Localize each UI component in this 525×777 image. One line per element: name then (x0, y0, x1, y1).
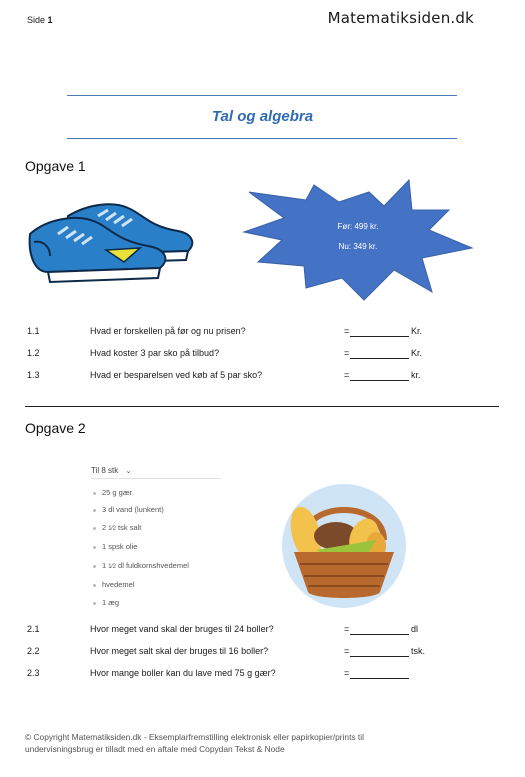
ingredient-fraction: 1⁄2 (108, 564, 116, 570)
ingredient-item (93, 488, 132, 497)
answer-blank[interactable] (350, 380, 409, 381)
title-rule-bottom (67, 138, 457, 139)
ingredient-text: 1 spsk olie (102, 542, 138, 551)
brand-logo: Matematiksiden.dk (327, 9, 474, 27)
task2-heading: Opgave 2 (25, 420, 86, 436)
ingredient-fraction: 1⁄2 (108, 526, 116, 532)
bullet-icon (93, 584, 96, 587)
ingredient-item (93, 523, 141, 532)
answer-unit: kr. (411, 370, 421, 380)
ingredient-text: tsk salt (115, 523, 142, 532)
page-title: Tal og algebra (211, 108, 314, 125)
copyright-footer (25, 731, 465, 755)
question-row (0, 348, 525, 364)
sneakers-illustration (28, 196, 198, 286)
recipe-servings-label: Til 8 stk (91, 466, 119, 475)
bread-basket-illustration (276, 480, 412, 612)
task1-heading: Opgave 1 (25, 158, 86, 174)
title-rule-top (67, 95, 457, 96)
question-row (0, 624, 525, 640)
ingredient-item (93, 580, 135, 589)
bullet-icon (93, 492, 96, 495)
page-label (27, 15, 53, 25)
ingredient-item (93, 542, 137, 551)
question-text: Hvad koster 3 par sko på tilbud? (90, 348, 220, 358)
equals-sign: = (344, 646, 350, 656)
answer-unit: tsk. (411, 646, 426, 656)
answer-blank[interactable] (350, 634, 409, 635)
ingredient-item (93, 598, 119, 607)
question-row (0, 326, 525, 342)
answer-blank[interactable] (350, 678, 409, 679)
chevron-down-icon: ⌄ (125, 468, 132, 475)
answer-unit: dl (411, 624, 419, 634)
ingredient-text: 3 dl vand (lunkent) (102, 505, 164, 514)
equals-sign: = (344, 624, 350, 634)
ingredient-text: 2 (102, 523, 109, 532)
equals-sign: = (344, 348, 350, 358)
answer-unit: Kr. (411, 348, 423, 358)
bullet-icon (93, 565, 96, 568)
question-number: 2.1 (27, 624, 40, 634)
bullet-icon (93, 527, 96, 530)
bullet-icon (93, 546, 96, 549)
recipe-divider (91, 478, 221, 479)
question-text: Hvor mange boller kan du lave med 75 g gær? (90, 668, 276, 678)
question-text: Hvad er forskellen på før og nu prisen? (90, 326, 246, 336)
ingredient-text: 25 g gær (102, 488, 133, 497)
question-number: 1.1 (27, 326, 40, 336)
section-divider (25, 406, 499, 407)
question-text: Hvad er besparelsen ved køb af 5 par sko? (90, 370, 263, 380)
question-row (0, 370, 525, 386)
answer-blank[interactable] (350, 336, 409, 337)
bullet-icon (93, 509, 96, 512)
ingredient-item (93, 561, 189, 570)
footer-line: undervisningsbrug er tilladt med en aftale med Copydan Tekst & Node (25, 744, 285, 754)
footer-line: © Copyright Matematiksiden.dk - Eksemplarfremstilling elektronisk eller papirkopier/prints til (25, 732, 364, 742)
question-row (0, 646, 525, 662)
page-number: 1 (47, 15, 53, 25)
question-text: Hvor meget salt skal der bruges til 16 boller? (90, 646, 269, 656)
answer-unit: Kr. (411, 326, 423, 336)
ingredient-text: dl fuldkornshvedemel (115, 561, 189, 570)
ingredient-text: 1 (102, 561, 109, 570)
question-number: 2.2 (27, 646, 40, 656)
question-number: 1.2 (27, 348, 40, 358)
answer-blank[interactable] (350, 656, 409, 657)
ingredient-item (93, 505, 164, 514)
price-starburst (244, 180, 474, 302)
equals-sign: = (344, 370, 350, 380)
price-before: Før: 499 kr. (337, 222, 379, 231)
page-label-text: Side (27, 15, 46, 25)
question-row (0, 668, 525, 684)
recipe-servings-select[interactable] (91, 466, 131, 475)
question-text: Hvor meget vand skal der bruges til 24 boller? (90, 624, 274, 634)
price-now: Nu: 349 kr. (338, 242, 378, 251)
ingredient-text: 1 æg (102, 598, 120, 607)
question-number: 1.3 (27, 370, 40, 380)
equals-sign: = (344, 668, 350, 678)
bullet-icon (93, 602, 96, 605)
ingredient-text: hvedemel (102, 580, 135, 589)
equals-sign: = (344, 326, 350, 336)
question-number: 2.3 (27, 668, 40, 678)
answer-blank[interactable] (350, 358, 409, 359)
